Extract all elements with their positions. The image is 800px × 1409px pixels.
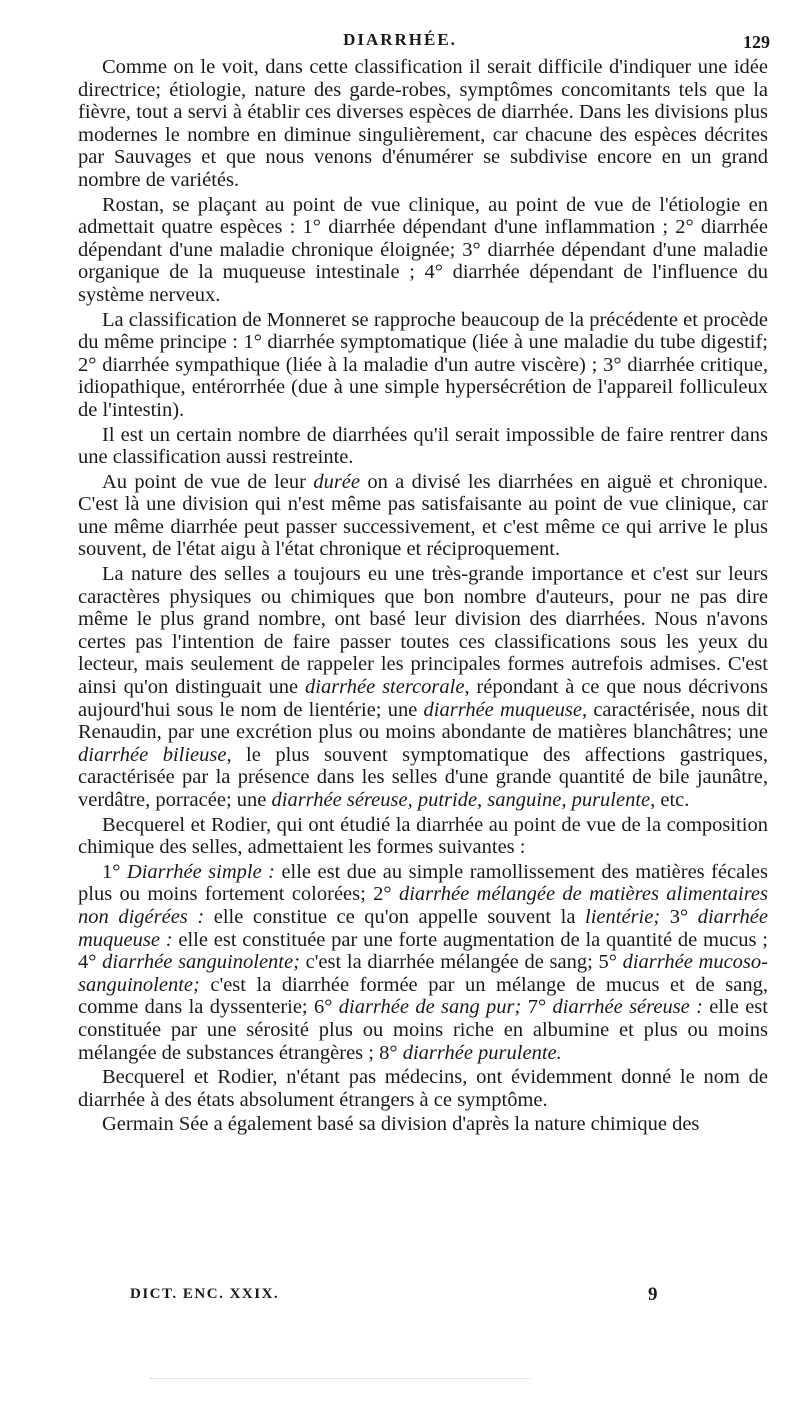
body-text [78,56,768,1138]
paragraph [78,424,768,469]
italic-run: diarrhée séreuse, putride, sanguine, purulente [271,789,651,811]
running-title: DIARRHÉE. [343,30,457,49]
text-run: elle est constituée par une sérosité plus ou moins riche en albumine et plus ou moins mélangée de substances étrangères ; 8° [78,996,768,1064]
italic-run: diarrhée sanguinolente; [102,951,300,974]
italic-run: diarrhée purulente. [402,1041,562,1064]
italic-run: diarrhée séreuse : [552,996,703,1019]
text-run: Becquerel et Rodier, n'étant pas médecins, ont évidemment donné le nom de diarrhée à des états absolument étrangers à ce symptôme. [78,1066,768,1111]
italic-run: diarrhée stercorale [305,676,465,699]
text-run: 1° [102,860,127,883]
paragraph [78,194,768,307]
italic-run: diarrhée bilieuse [78,743,227,766]
text-run: elle est due au simple ramollissement des matières fécales plus ou moins fortement colorées; 2° [78,860,769,906]
text-run: , le plus souvent symptomatique des affections gastriques, caractérisée par la présence dans les selles d'une grande quantité de bile jaunâtre, verdâtre, porracée; une [78,743,768,811]
text-run: on a divisé les diarrhées en aiguë et chronique. C'est là une division qui n'est même pas satisfaisante au point de vue clinique, car une même diarrhée peut passer successivement, et c'est même ce qui arrive le plus souvent, de l'état aigu à l'état chronique et réciproquement. [78,470,769,561]
text-run: c'est la diarrhée formée par un mélange de mucus et de sang, comme dans la dyssenterie; 6° [78,973,768,1019]
paragraph [78,1113,768,1136]
footer-signature: DICT. ENC. XXIX. [130,1286,280,1302]
text-run: Comme on le voit, dans cette classification il serait difficile d'indiquer une idée directrice; étiologie, nature des garde-robes, symptômes concomitants tels que la fièvre, tout a servi à établir ces diverses espèces de diarrhée. Dans les divisions plus modernes le nombre en diminue singulièrement, car chacune des espèces décrites par Sauvages et que nous venons d'énumérer se subdivise encore en un grand nombre de variétés. [78,56,768,191]
bottom-rule [150,1378,530,1379]
italic-run: lientérie; [585,905,661,928]
italic-run: diarrhée mélangée de matières alimentaires non digérées : [78,883,768,928]
text-run: c'est la diarrhée mélangée de sang; 5° [299,951,623,974]
italic-run: diarrhée de sang pur; [338,996,522,1019]
sheet-number: 9 [648,1284,658,1305]
text-run: La nature des selles a toujours eu une très-grande importance et c'est sur leurs caractères physiques ou chimiques que bon nombre d'auteurs, pour ne pas dire même le plus grand nombre, ont basé leur division des diarrhées. Nous n'avons certes pas l'intention de faire passer toutes ces classifications sous les yeux du lecteur, mais seulement de rappeler les principales formes autrefois admises. C'est ainsi qu'on distinguait une [78,563,768,699]
paragraph [78,861,768,1064]
paragraph [78,471,768,561]
text-run: Germain Sée a également basé sa division d'après la nature chimique des [102,1113,700,1136]
text-run: Au point de vue de leur [102,470,314,493]
paragraph [78,1066,768,1111]
paragraph [78,814,768,859]
italic-run: diarrhée muqueuse : [78,905,769,951]
text-run: 3° [660,905,698,928]
text-run: La classification de Monneret se rapproche beaucoup de la précédente et procède du même principe : 1° diarrhée symptomatique (liée à une maladie du tube digestif; 2° diarrhée sympathique (liée à la maladie d'un autre viscère) ; 3° diarrhée critique, idiopathique, entérorrhée (due à une simple hypersécrétion de l'appareil folliculeux de l'intestin). [78,308,768,421]
text-run: Rostan, se plaçant au point de vue clinique, au point de vue de l'étiologie en admettait quatre espèces : 1° diarrhée dépendant d'une inflammation ; 2° diarrhée dépendant d'une maladie chronique éloignée; 3° diarrhée dépendant d'une maladie organique de la muqueuse intestinale ; 4° diarrhée dépendant de l'influence du système nerveux. [78,193,768,306]
italic-run: Diarrhée simple : [126,860,275,883]
page-number: 129 [743,32,770,52]
paragraph [78,563,768,812]
text-run: , répondant à ce que nous décrivons aujourd'hui sous le nom de lientérie; une [78,676,768,721]
text-run: Becquerel et Rodier, qui ont étudié la diarrhée au point de vue de la composition chimique des selles, admettaient les formes suivantes : [78,813,768,859]
paragraph [78,56,768,192]
text-run: Il est un certain nombre de diarrhées qu'il serait impossible de faire rentrer dans une classification aussi restreinte. [78,423,768,469]
text-run: elle est constituée par une forte augmentation de la quantité de mucus ; 4° [78,928,768,974]
paragraph [78,309,768,422]
text-run: , caractérisée, nous dit Renaudin, par une excrétion plus ou moins abondante de matières blanchâtres; une [78,698,768,744]
text-run: 7° [521,996,553,1019]
italic-run: diarrhée muqueuse [423,698,582,721]
italic-run: diarrhée mucoso-sanguinolente; [78,951,768,996]
text-run: elle constitue ce qu'on appelle souvent la [204,905,586,928]
text-run: , etc. [650,789,690,811]
italic-run: durée [313,470,360,493]
